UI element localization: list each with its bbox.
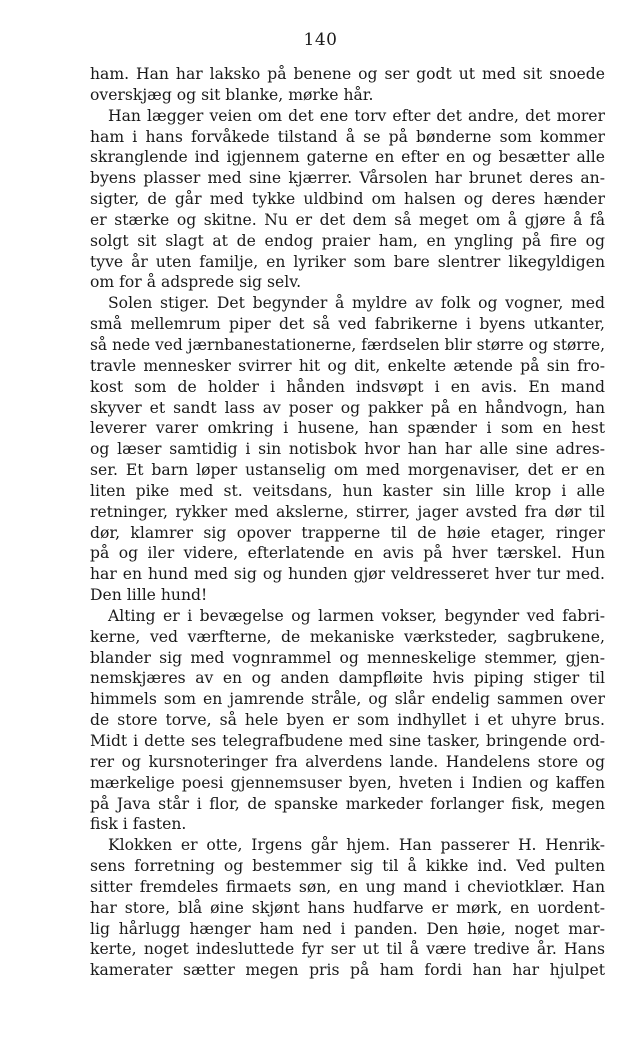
text-line: er stærke og skitne. Nu er det dem så meget om å gjøre å få [90, 210, 605, 229]
text-line: på Java står i flor, de spanske markeder forlanger fisk, megen [90, 794, 605, 813]
text-line: kerte, noget indesluttede fyr ser ut til å være tredive år. Hans [90, 940, 605, 959]
text-line: lig hårlugg hænger ham ned i panden. Den høie, noget mar- [90, 919, 605, 938]
text-line: de store torve, så hele byen er som indhyllet i et uhyre brus. [90, 711, 605, 730]
text-line: byens plasser med sine kjærrer. Vårsolen har brunet deres an- [90, 169, 605, 188]
text-line: solgt sit slagt at de endog praier ham, en yngling på fire og [90, 231, 605, 250]
body-text [90, 64, 605, 981]
paragraph-first-line: Solen stiger. Det begynder å myldre av folk og vogner, med [108, 294, 605, 313]
text-line: sitter fremdeles firmaets søn, en ung mand i cheviotklær. Han [90, 877, 605, 896]
text-line: retninger, rykker med akslerne, stirrer, jager avsted fra dør til [90, 502, 605, 521]
text-line: kost som de holder i hånden indsvøpt i en avis. En mand [90, 377, 605, 396]
text-line: tyve år uten familje, en lyriker som bare slentrer likegyldigen [90, 252, 605, 271]
text-line: himmels som en jamrende stråle, og slår endelig sammen over [90, 690, 605, 709]
text-line: kerne, ved værfterne, de mekaniske værksteder, sagbrukene, [90, 627, 605, 646]
text-line: travle mennesker svirrer hit og dit, enkelte ætende på sin fro- [90, 356, 605, 375]
text-line: overskjæg og sit blanke, mørke hår. [90, 85, 374, 104]
text-line: skranglende ind igjennem gaterne en efter en og besætter alle [90, 148, 605, 167]
text-line: dør, klamrer sig opover trapperne til de høie etager, ringer [90, 523, 605, 542]
paragraph-first-line: Han lægger veien om det ene torv efter det andre, det morer [108, 106, 605, 125]
text-line: nemskjæres av en og anden dampfløite hvis piping stiger til [90, 669, 605, 688]
text-line: ser. Et barn løper ustanselig om med morgenaviser, det er en [90, 461, 605, 480]
text-line: har en hund med sig og hunden gjør veldresseret hver tur med. [90, 565, 605, 584]
text-line: liten pike med st. veitsdans, hun kaster sin lille krop i alle [90, 481, 605, 500]
page-number: 140 [303, 30, 338, 50]
text-line: kamerater sætter megen pris på ham fordi han har hjulpet [90, 961, 605, 980]
text-line: har store, blå øine skjønt hans hudfarve er mørk, en uordent- [90, 898, 605, 917]
text-line: små mellemrum piper det så ved fabrikerne i byens utkanter, [90, 315, 605, 334]
text-line: leverer varer omkring i husene, han spænder i som en hest [90, 419, 605, 438]
text-line: Den lille hund! [90, 586, 208, 605]
text-line: blander sig med vognrammel og menneskelige stemmer, gjen- [90, 648, 605, 667]
text-line: sens forretning og bestemmer sig til å kikke ind. Ved pulten [90, 857, 605, 876]
paragraph-first-line: Klokken er otte, Irgens går hjem. Han passerer H. Henrik- [108, 836, 605, 855]
text-line: ham. Han har laksko på benene og ser godt ut med sit snoede [90, 65, 605, 83]
text-line: om for å adsprede sig selv. [90, 273, 302, 292]
text-line: skyver et sandt lass av poser og pakker på en håndvogn, han [90, 398, 605, 417]
text-line: fisk i fasten. [90, 815, 187, 834]
paragraph-first-line: Alting er i bevægelse og larmen vokser, begynder ved fabri- [108, 606, 605, 625]
text-line: og læser samtidig i sin notisbok hvor han har alle sine adres- [90, 440, 605, 459]
text-line: så nede ved jærnbanestationerne, færdselen blir større og større, [90, 335, 605, 354]
text-line: sigter, de går med tykke uldbind om halsen og deres hænder [90, 190, 605, 209]
text-line: ham i hans forvåkede tilstand å se på bønderne som kommer [90, 127, 605, 146]
text-line: mærkelige poesi gjennemsuser byen, hveten i Indien og kaffen [90, 773, 605, 792]
text-line: Midt i dette ses telegrafbudene med sine tasker, bringende ord- [90, 732, 605, 750]
text-line: på og iler videre, efterlatende en avis på hver tærskel. Hun [90, 544, 605, 563]
text-line: rer og kursnoteringer fra alverdens lande. Handelens store og [90, 752, 605, 771]
